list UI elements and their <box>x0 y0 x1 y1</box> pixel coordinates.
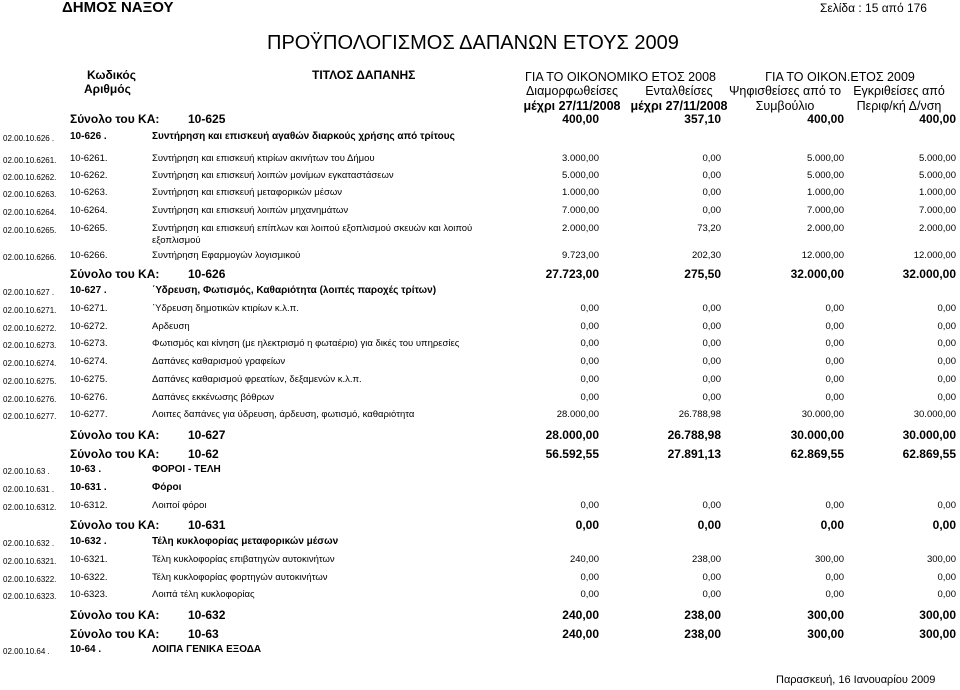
total-label: Σύνολο του ΚΑ: <box>70 267 160 281</box>
expense-title: Δαπάνες εκκένωσης βόθρων <box>152 392 275 403</box>
group-2009-header: ΓΙΑ ΤΟ ΟΙΚΟΝ.ΕΤΟΣ 2009 <box>765 70 915 84</box>
amount-paid: 0,00 <box>702 153 721 164</box>
amount-paid: 0,00 <box>702 500 721 511</box>
expense-code: 10-6264. <box>70 205 108 216</box>
amount-voted: 32.000,00 <box>790 267 844 281</box>
amount-formed: 7.000,00 <box>562 205 599 216</box>
account-number: 02.00.10.6276. <box>3 395 57 404</box>
total-code: 10-63 <box>188 627 219 641</box>
amount-voted: 0,00 <box>825 356 844 367</box>
print-date: Παρασκευή, 16 Ιανουαρίου 2009 <box>776 674 936 686</box>
amount-paid: 275,50 <box>684 267 721 281</box>
account-number: 02.00.10.6272. <box>3 324 57 333</box>
amount-paid: 238,00 <box>684 608 721 622</box>
amount-voted: 5.000,00 <box>807 153 844 164</box>
amount-paid: 0,00 <box>702 187 721 198</box>
table-row <box>0 187 960 203</box>
table-row <box>0 589 960 605</box>
amount-voted: 300,00 <box>807 627 844 641</box>
amount-approved: 300,00 <box>919 627 956 641</box>
total-code: 10-626 <box>188 267 226 281</box>
expense-code: 10-627 . <box>70 285 107 296</box>
amount-approved: 400,00 <box>919 112 956 126</box>
table-row <box>0 356 960 372</box>
amount-paid: 0,00 <box>702 321 721 332</box>
amount-paid: 0,00 <box>702 170 721 181</box>
expense-code: 10-63 . <box>70 464 102 475</box>
amount-approved: 5.000,00 <box>919 170 956 181</box>
total-label: Σύνολο του ΚΑ: <box>70 627 160 641</box>
amount-approved: 300,00 <box>919 608 956 622</box>
group-row <box>0 482 960 498</box>
amount-voted: 400,00 <box>807 112 844 126</box>
expense-title: Δαπάνες καθαρισμού φρεατίων, δεξαμενών κ.λ.π. <box>152 374 362 385</box>
table-row <box>0 250 960 266</box>
amount-approved: 1.000,00 <box>919 187 956 198</box>
expense-title: Λοιπά τέλη κυκλοφορίας <box>152 589 255 600</box>
amount-formed: 0,00 <box>575 518 599 532</box>
total-label: Σύνολο του ΚΑ: <box>70 428 160 442</box>
table-row <box>0 500 960 516</box>
table-row <box>0 170 960 186</box>
expense-title: Συντήρηση και επισκευή αγαθών διαρκούς χρήσης από τρίτους <box>152 131 455 142</box>
account-number: 02.00.10.6261. <box>3 156 57 165</box>
amount-formed: 400,00 <box>562 112 599 126</box>
expense-code: 10-631 . <box>70 482 107 493</box>
amount-approved: 2.000,00 <box>919 223 956 234</box>
amount-approved: 0,00 <box>937 392 956 403</box>
amount-approved: 0,00 <box>932 518 956 532</box>
expense-title: ΄Υδρευση, Φωτισμός, Καθαριότητα (λοιπές παροχές τρίτων) <box>152 285 437 296</box>
col-code-header-1: Κωδικός <box>87 68 137 82</box>
expense-title: Τέλη κυκλοφορίας φορτηγών αυτοκινήτων <box>152 572 328 583</box>
amount-paid: 202,30 <box>691 250 721 261</box>
expense-code: 10-6262. <box>70 170 108 181</box>
amount-paid: 0,00 <box>702 589 721 600</box>
amount-approved: 32.000,00 <box>902 267 956 281</box>
col-paid-header: Ενταλθείσες <box>645 84 713 98</box>
account-number: 02.00.10.6312. <box>3 503 57 512</box>
total-label: Σύνολο του ΚΑ: <box>70 447 160 461</box>
expense-title: Λοιπες δαπάνες για ύδρευση, άρδευση, φωτισμό, καθαριότητα <box>152 409 415 420</box>
amount-voted: 300,00 <box>807 608 844 622</box>
amount-paid: 0,00 <box>702 356 721 367</box>
amount-voted: 0,00 <box>825 572 844 583</box>
expense-title: Συντήρηση και επισκευή λοιπών μηχανημάτων <box>152 205 349 216</box>
amount-formed: 240,00 <box>562 608 599 622</box>
group-2008-header: ΓΙΑ ΤΟ ΟΙΚΟΝΟΜΙΚΟ ΕΤΟΣ 2008 <box>525 70 716 84</box>
expense-title: Λοιποί φόροι <box>152 500 207 511</box>
account-number: 02.00.10.6322. <box>3 575 57 584</box>
table-row <box>0 205 960 221</box>
total-code: 10-627 <box>188 428 226 442</box>
amount-formed: 0,00 <box>580 356 599 367</box>
amount-paid: 26.788,98 <box>667 428 721 442</box>
page-number: Σελίδα : 15 από 176 <box>820 1 927 15</box>
expense-code: 10-6312. <box>70 500 108 511</box>
total-label: Σύνολο του ΚΑ: <box>70 518 160 532</box>
total-row <box>0 608 960 624</box>
amount-approved: 5.000,00 <box>919 153 956 164</box>
expense-title: ΦΟΡΟΙ - ΤΕΛΗ <box>152 464 221 475</box>
account-number: 02.00.10.64 . <box>3 647 50 656</box>
expense-code: 10-6265. <box>70 223 108 234</box>
col-voted-line2: Συμβούλιο <box>755 99 815 113</box>
col-code-header-2: Αριθμός <box>84 82 131 96</box>
amount-voted: 12.000,00 <box>801 250 844 261</box>
total-code: 10-625 <box>188 112 226 126</box>
amount-approved: 30.000,00 <box>913 409 956 420</box>
amount-paid: 0,00 <box>702 374 721 385</box>
account-number: 02.00.10.6323. <box>3 592 57 601</box>
col-formed-date: μέχρι 27/11/2008 <box>523 99 621 113</box>
expense-title: Συντήρηση και επισκευή μεταφορικών μέσων <box>152 187 343 198</box>
expense-title: Φόροι <box>152 482 182 493</box>
amount-paid: 0,00 <box>697 518 721 532</box>
amount-voted: 2.000,00 <box>807 223 844 234</box>
expense-code: 10-6322. <box>70 572 108 583</box>
account-number: 02.00.10.6274. <box>3 359 57 368</box>
amount-approved: 7.000,00 <box>919 205 956 216</box>
table-row <box>0 153 960 169</box>
table-row <box>0 572 960 588</box>
table-row <box>0 338 960 354</box>
amount-formed: 0,00 <box>580 572 599 583</box>
table-row <box>0 409 960 425</box>
account-number: 02.00.10.6321. <box>3 557 57 566</box>
total-code: 10-632 <box>188 608 226 622</box>
amount-voted: 0,00 <box>820 518 844 532</box>
document-title: ΠΡΟΫΠΟΛΟΓΙΣΜΟΣ ΔΑΠΑΝΩΝ ΕΤΟΥΣ 2009 <box>267 32 679 54</box>
table-row <box>0 554 960 570</box>
amount-voted: 300,00 <box>814 554 844 565</box>
expense-title: Συντήρηση Εφαρμογών λογισμικού <box>152 250 301 261</box>
amount-paid: 0,00 <box>702 338 721 349</box>
expense-code: 10-6277. <box>70 409 108 420</box>
expense-title: Δαπάνες καθαρισμού γραφείων <box>152 356 286 367</box>
amount-formed: 240,00 <box>569 554 599 565</box>
amount-approved: 0,00 <box>937 321 956 332</box>
expense-code: 10-6275. <box>70 374 108 385</box>
expense-title: Φωτισμός και κίνηση (με ηλεκτρισμό η φωταέριο) για δικές του υπηρεσίες <box>152 338 460 349</box>
group-row <box>0 285 960 301</box>
amount-paid: 0,00 <box>702 303 721 314</box>
amount-formed: 3.000,00 <box>562 153 599 164</box>
amount-voted: 0,00 <box>825 338 844 349</box>
account-number: 02.00.10.6265. <box>3 226 57 235</box>
account-number: 02.00.10.6262. <box>3 173 57 182</box>
amount-approved: 0,00 <box>937 374 956 385</box>
total-label: Σύνολο του ΚΑ: <box>70 608 160 622</box>
account-number: 02.00.10.6271. <box>3 306 57 315</box>
amount-approved: 0,00 <box>937 338 956 349</box>
expense-code: 10-6271. <box>70 303 108 314</box>
amount-approved: 0,00 <box>937 572 956 583</box>
amount-approved: 0,00 <box>937 589 956 600</box>
expense-code: 10-6263. <box>70 187 108 198</box>
amount-formed: 5.000,00 <box>562 170 599 181</box>
account-number: 02.00.10.631 . <box>3 485 55 494</box>
account-number: 02.00.10.6275. <box>3 377 57 386</box>
expense-title: Συντήρηση και επισκευή επίπλων και λοιπού εξοπλισμού σκευών και λοιπού εξοπλισμού <box>152 223 473 246</box>
total-code: 10-631 <box>188 518 226 532</box>
expense-code: 10-6273. <box>70 338 108 349</box>
amount-formed: 27.723,00 <box>545 267 599 281</box>
amount-paid: 238,00 <box>691 554 721 565</box>
group-row <box>0 644 960 660</box>
amount-voted: 5.000,00 <box>807 170 844 181</box>
amount-formed: 0,00 <box>580 500 599 511</box>
total-label: Σύνολο του ΚΑ: <box>70 112 160 126</box>
amount-formed: 0,00 <box>580 338 599 349</box>
amount-formed: 0,00 <box>580 374 599 385</box>
expense-title: ΄Υδρευση δημοτικών κτιρίων κ.λ.π. <box>152 303 299 314</box>
municipality-name: ΔΗΜΟΣ ΝΑΞΟΥ <box>62 0 174 16</box>
total-row <box>0 267 960 283</box>
col-approved-header: Εγκριθείσες από <box>853 84 945 98</box>
account-number: 02.00.10.627 . <box>3 288 55 297</box>
expense-code: 10-64 . <box>70 644 102 655</box>
amount-paid: 26.788,98 <box>678 409 721 420</box>
total-row <box>0 627 960 643</box>
account-number: 02.00.10.6266. <box>3 253 57 262</box>
amount-approved: 0,00 <box>937 356 956 367</box>
amount-voted: 0,00 <box>825 303 844 314</box>
account-number: 02.00.10.6263. <box>3 190 57 199</box>
amount-formed: 0,00 <box>580 589 599 600</box>
col-title-header: ΤΙΤΛΟΣ ΔΑΠΑΝΗΣ <box>312 68 416 82</box>
col-voted-header: Ψηφισθείσες από το <box>728 84 842 98</box>
group-row <box>0 131 960 147</box>
account-number: 02.00.10.626 . <box>3 134 55 143</box>
expense-title: Συντήρηση και επισκευή κτιρίων ακινήτων του Δήμου <box>152 153 375 164</box>
expense-code: 10-6274. <box>70 356 108 367</box>
expense-title: ΛΟΙΠΑ ΓΕΝΙΚΑ ΕΞΟΔΑ <box>152 644 262 655</box>
amount-voted: 0,00 <box>825 589 844 600</box>
col-approved-line2: Περιφ/κή Δ/νση <box>856 99 942 113</box>
col-paid-date: μέχρι 27/11/2008 <box>630 99 728 113</box>
expense-code: 10-632 . <box>70 536 107 547</box>
amount-formed: 1.000,00 <box>562 187 599 198</box>
amount-approved: 12.000,00 <box>913 250 956 261</box>
amount-formed: 28.000,00 <box>556 409 599 420</box>
account-number: 02.00.10.63 . <box>3 467 50 476</box>
amount-paid: 73,20 <box>697 223 721 234</box>
total-row <box>0 428 960 444</box>
expense-code: 10-6321. <box>70 554 108 565</box>
account-number: 02.00.10.6273. <box>3 341 57 350</box>
amount-formed: 0,00 <box>580 321 599 332</box>
expense-code: 10-6272. <box>70 321 108 332</box>
expense-code: 10-6261. <box>70 153 108 164</box>
amount-paid: 357,10 <box>684 112 721 126</box>
total-row <box>0 112 960 128</box>
expense-title: Συντήρηση και επισκευή λοιπών μονίμων εγκαταστάσεων <box>152 170 394 181</box>
amount-voted: 0,00 <box>825 392 844 403</box>
amount-voted: 30.000,00 <box>790 428 844 442</box>
amount-paid: 27.891,13 <box>667 447 721 461</box>
expense-title: Τέλη κυκλοφορίας μεταφορικών μέσων <box>152 536 339 547</box>
amount-formed: 56.592,55 <box>545 447 599 461</box>
amount-approved: 0,00 <box>937 500 956 511</box>
amount-voted: 30.000,00 <box>801 409 844 420</box>
table-row <box>0 303 960 319</box>
expense-code: 10-6323. <box>70 589 108 600</box>
amount-voted: 0,00 <box>825 321 844 332</box>
amount-paid: 0,00 <box>702 572 721 583</box>
amount-formed: 240,00 <box>562 627 599 641</box>
account-number: 02.00.10.632 . <box>3 539 55 548</box>
amount-voted: 62.869,55 <box>790 447 844 461</box>
amount-voted: 1.000,00 <box>807 187 844 198</box>
expense-title: Τέλη κυκλοφορίας επιβατηγών αυτοκινήτων <box>152 554 335 565</box>
total-row <box>0 447 960 463</box>
col-formed-header: Διαμορφωθείσες <box>525 84 619 98</box>
table-row <box>0 321 960 337</box>
amount-formed: 9.723,00 <box>562 250 599 261</box>
amount-voted: 0,00 <box>825 500 844 511</box>
account-number: 02.00.10.6264. <box>3 208 57 217</box>
amount-voted: 0,00 <box>825 374 844 385</box>
amount-approved: 300,00 <box>926 554 956 565</box>
total-row <box>0 518 960 534</box>
amount-voted: 7.000,00 <box>807 205 844 216</box>
expense-title: Αρδευση <box>152 321 190 332</box>
amount-paid: 0,00 <box>702 392 721 403</box>
amount-formed: 28.000,00 <box>545 428 599 442</box>
amount-formed: 2.000,00 <box>562 223 599 234</box>
amount-formed: 0,00 <box>580 392 599 403</box>
amount-approved: 30.000,00 <box>902 428 956 442</box>
expense-code: 10-6276. <box>70 392 108 403</box>
amount-formed: 0,00 <box>580 303 599 314</box>
amount-paid: 238,00 <box>684 627 721 641</box>
table-row <box>0 392 960 408</box>
group-row <box>0 464 960 480</box>
expense-code: 10-6266. <box>70 250 108 261</box>
table-row <box>0 223 960 246</box>
account-number: 02.00.10.6277. <box>3 412 57 421</box>
amount-approved: 0,00 <box>937 303 956 314</box>
table-row <box>0 374 960 390</box>
amount-approved: 62.869,55 <box>902 447 956 461</box>
expense-code: 10-626 . <box>70 131 107 142</box>
total-code: 10-62 <box>188 447 219 461</box>
amount-paid: 0,00 <box>702 205 721 216</box>
group-row <box>0 536 960 552</box>
